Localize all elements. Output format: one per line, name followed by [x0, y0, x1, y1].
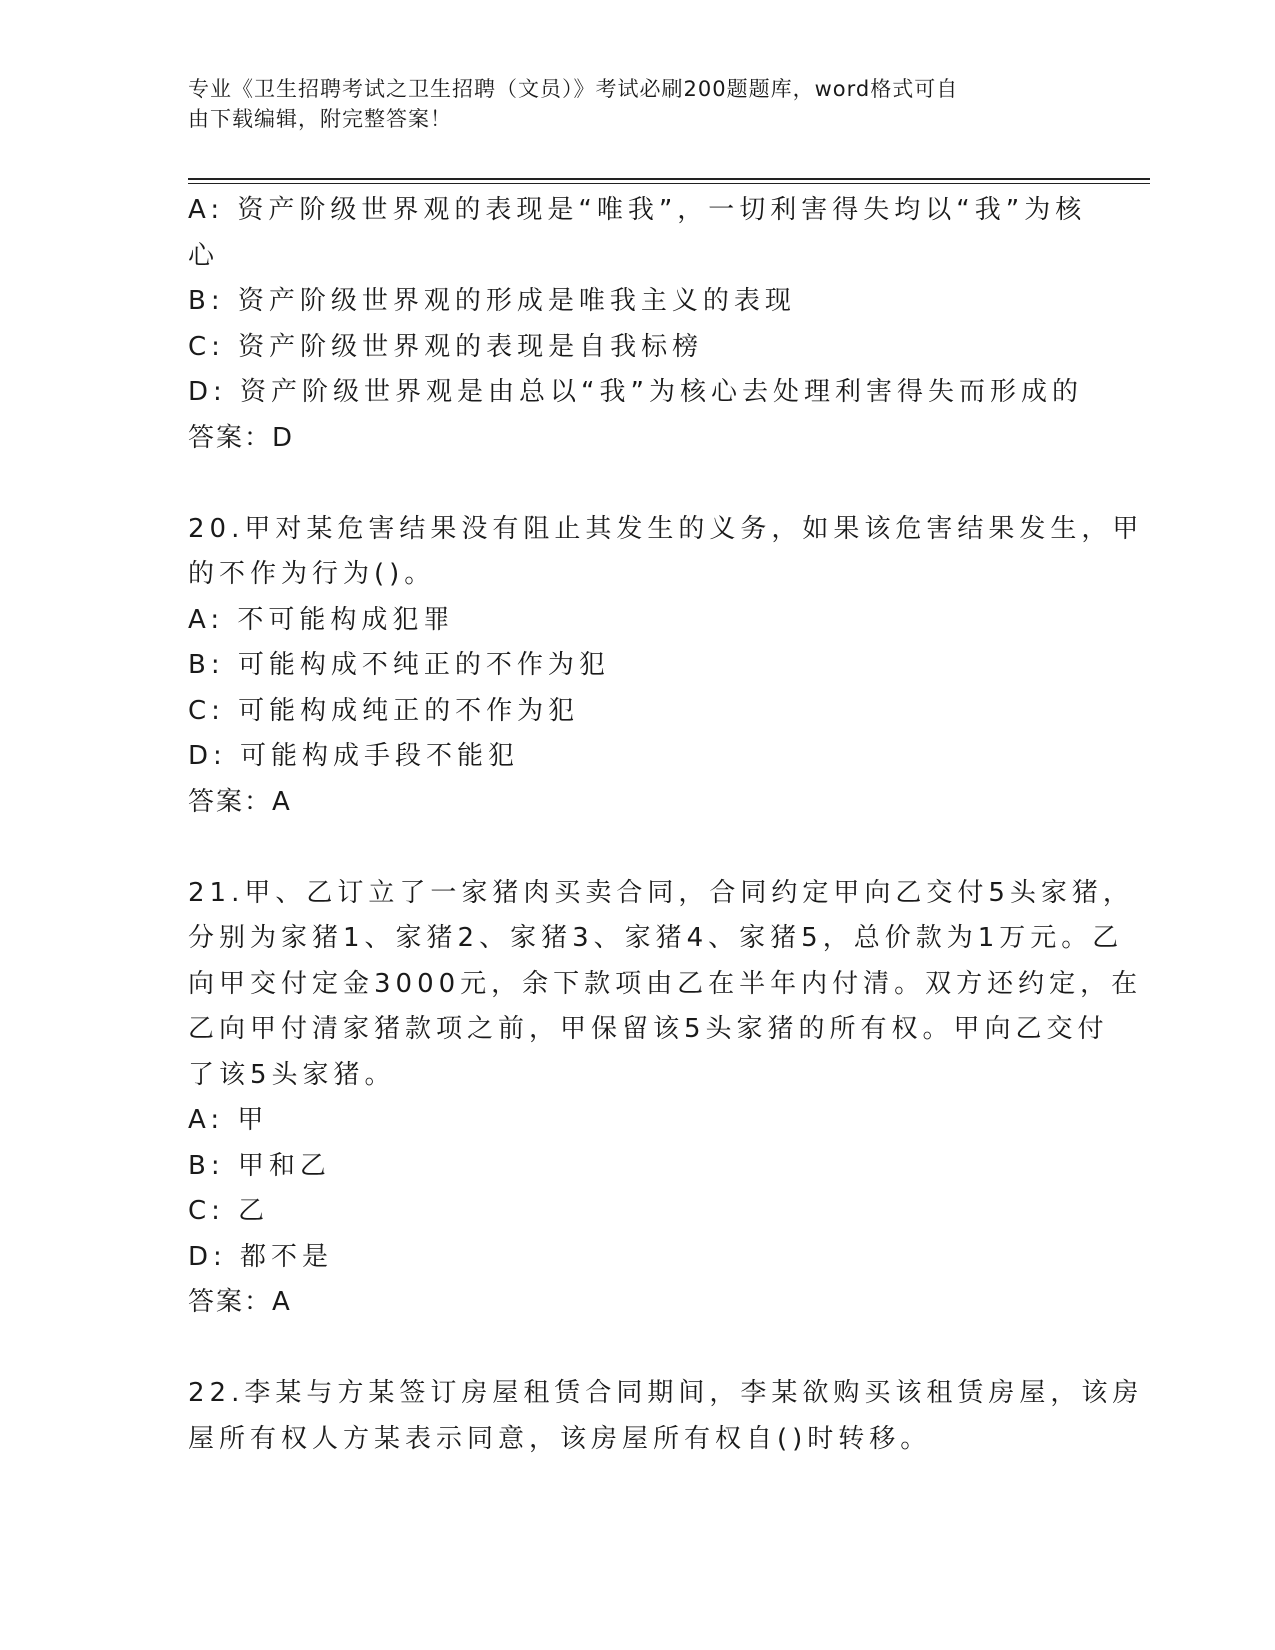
option-d: D: 可能构成手段不能犯: [188, 741, 520, 771]
header-line-1: 专业《卫生招聘考试之卫生招聘（文员）》考试必刷200题题库，word格式可自: [188, 77, 959, 101]
question-stem-line-1: 21.甲、乙订立了一家猪肉买卖合同，合同约定甲向乙交付5头家猪，: [188, 877, 1134, 908]
question-21: [188, 871, 1143, 1326]
option-d: D: 资产阶级世界观是由总以“我”为核心去处理利害得失而形成的: [188, 377, 1083, 407]
question-19: [188, 188, 1088, 461]
option-b: B: 可能构成不纯正的不作为犯: [188, 650, 610, 680]
header-divider-thick: [188, 178, 1150, 180]
answer: 答案：A: [188, 786, 292, 817]
question-stem-line-1: 20.甲对某危害结果没有阻止其发生的义务，如果该危害结果发生，甲: [188, 513, 1144, 544]
question-22: [188, 1371, 1144, 1462]
option-b: B: 资产阶级世界观的形成是唯我主义的表现: [188, 286, 796, 316]
document-header: [188, 74, 1068, 134]
option-d: D: 都不是: [188, 1241, 334, 1272]
header-line-2: 由下载编辑，附完整答案！: [188, 107, 452, 131]
question-stem-line-4: 乙向甲付清家猪款项之前，甲保留该5头家猪的所有权。甲向乙交付: [188, 1014, 1109, 1044]
question-stem-line-5: 了该5头家猪。: [188, 1059, 396, 1090]
option-a: A: 甲: [188, 1105, 269, 1135]
option-b: B: 甲和乙: [188, 1150, 331, 1181]
spacer: [188, 461, 1088, 507]
question-stem-line-2: 屋所有权人方某表示同意，该房屋所有权自()时转移。: [188, 1423, 932, 1454]
question-20: [188, 507, 1144, 826]
document-body: [188, 188, 1144, 1462]
question-stem-line-1: 22.李某与方某签订房屋租赁合同期间，李某欲购买该租赁房屋，该房: [188, 1378, 1144, 1408]
option-a: A: 不可能构成犯罪: [188, 604, 455, 635]
option-c: C: 乙: [188, 1196, 270, 1226]
header-divider-thin: [188, 183, 1150, 184]
spacer: [188, 1326, 1088, 1372]
question-stem-line-2: 的不作为行为()。: [188, 559, 436, 589]
option-c: C: 可能构成纯正的不作为犯: [188, 695, 580, 726]
option-a-line-1: A: 资产阶级世界观的表现是“唯我”，一切利害得失均以“我”为核: [188, 195, 1087, 225]
option-c: C: 资产阶级世界观的表现是自我标榜: [188, 331, 704, 362]
question-stem-line-3: 向甲交付定金3000元，余下款项由乙在半年内付清。双方还约定，在: [188, 968, 1143, 999]
answer: 答案：A: [188, 1287, 292, 1317]
option-a-line-2: 心: [188, 240, 220, 271]
question-stem-line-2: 分别为家猪1、家猪2、家猪3、家猪4、家猪5，总价款为1万元。乙: [188, 923, 1124, 953]
answer: 答案：D: [188, 422, 295, 453]
spacer: [188, 825, 1088, 871]
